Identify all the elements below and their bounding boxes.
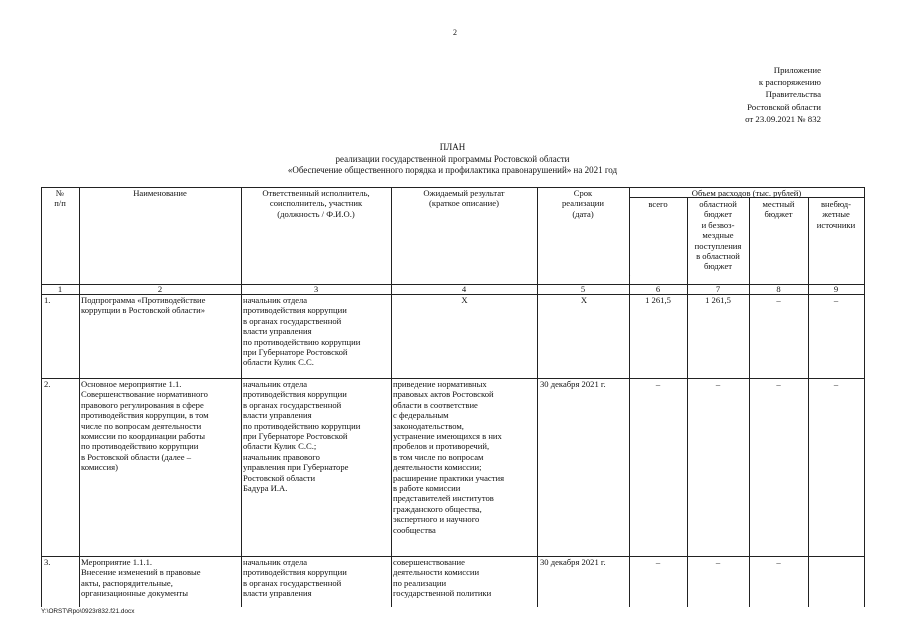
row-responsible-line: Ростовской области [243,472,316,483]
column-border [629,187,630,607]
row-result-line: деятельности комиссии; [393,462,482,473]
row-responsible-line: в органах государственной [243,315,342,326]
row-number [44,295,78,305]
row-number [44,379,78,389]
column-border [864,187,865,607]
row-total [629,295,687,305]
header-term-line: Срок [573,188,593,198]
row-total [629,557,687,567]
header-local [749,199,808,220]
row-responsible [243,379,390,493]
column-number: 6 [655,284,661,294]
row-number [44,557,78,567]
row-term-line: Х [580,295,588,305]
row-result-line: Х [461,295,468,305]
header-result-line: Ожидаемый результат [423,188,505,198]
row-name-line: комиссии по координации работы [81,431,205,442]
column-border [241,187,242,607]
header-responsible-line: (должность / Ф.И.О.) [277,208,355,219]
row-result-line: с федеральным [393,410,449,421]
row-result-line: правовых актов Ростовской [393,389,494,400]
row-total-line: – [655,379,661,389]
appendix-line: Ростовской области [747,101,821,112]
column-border [79,187,80,607]
row-responsible-line: управления при Губернаторе [243,462,349,473]
row-number-line: 2. [44,379,51,389]
row-number-line: 3. [44,557,51,567]
row-responsible-line: области Кулик С.С.; [243,441,317,452]
column-number: 1 [57,284,63,294]
header-term-line: реализации [562,198,604,209]
column-number: 4 [461,284,467,294]
row-result-line: законодательством, [393,420,464,431]
row-responsible-line: по противодействию коррупции [243,420,361,431]
row-name [81,379,240,473]
header-extra-line: внебюд- [820,199,852,209]
column-number: 7 [715,284,721,294]
row-responsible-line: противодействия коррупции [243,567,347,578]
row-local [749,379,808,389]
row-total-line: 1 261,5 [645,295,671,305]
column-number: 3 [313,284,319,294]
header-extra [808,199,864,230]
row-responsible-line: власти управления [243,410,312,421]
row-result-line: совершенствование [393,557,465,567]
row-regional [687,557,749,567]
row-result-line: государственной политики [393,588,492,599]
appendix-line: к распоряжению [758,77,821,88]
row-result-line: сообщества [393,524,436,535]
row-local [749,557,808,567]
header-regional-line: мездные [702,230,734,241]
row-name-line: организационные документы [81,588,189,599]
row-responsible-line: начальник отдела [243,295,308,305]
row-term [540,557,628,567]
row-name-line: противодействия коррупции, в том [81,410,209,421]
row-result [393,295,536,305]
row-term-line: 30 декабря 2021 г. [540,557,606,567]
row-result-line: области в соответствие [393,399,478,410]
header-regional [687,199,749,272]
row-responsible-line: противодействия коррупции [243,389,347,400]
column-border [537,187,538,607]
appendix-line: Приложение [773,65,821,75]
row-result-line: устранение имеющихся в них [393,431,502,442]
row-extra-line: – [833,379,839,389]
row-responsible-line: начальник отдела [243,557,308,567]
header-num [41,188,79,209]
header-responsible-line: Ответственный исполнитель, [262,188,370,198]
header-num-line: № [55,188,65,198]
row-name-line: правового регулирования в сфере [81,399,204,410]
header-regional-line: областной [699,199,737,209]
row-result-line: экспертного и научного [393,514,480,525]
row-name-line: Внесение изменений в правовые [81,567,201,578]
row-regional-line: – [715,379,721,389]
scan-mark: . [629,272,631,278]
header-num-line: п/п [54,198,66,209]
header-regional-line: бюджет [703,209,733,220]
header-result [391,188,537,209]
header-extra-line: жетные [822,209,850,220]
header-total [629,199,687,209]
header-local-line: местный [762,199,795,209]
row-total-line: – [655,557,661,567]
page-number: 2 [453,28,457,37]
appendix-block [661,64,821,125]
row-responsible-line: власти управления [243,588,312,599]
header-local-line: бюджет [764,209,793,220]
row-regional-line: 1 261,5 [705,295,731,305]
row-responsible-line: противодействия коррупции [243,305,347,316]
row-regional-line: – [715,557,721,567]
header-total-line: всего [648,199,668,209]
row-result-line: приведение нормативных [393,379,487,389]
header-term-line: (дата) [572,208,594,219]
row-responsible-line: начальник отдела [243,379,308,389]
row-result-line: представителей институтов [393,493,494,504]
row-responsible-line: области Кулик С.С. [243,357,314,368]
row-name-line: Совершенствование нормативного [81,389,208,400]
row-regional [687,295,749,305]
row-responsible-line: при Губернаторе Ростовской [243,347,348,358]
row-responsible-line: власти управления [243,326,312,337]
row-name-line: по противодействию коррупции [81,441,199,452]
row-extra-line: – [833,295,839,305]
appendix-line: Правительства [765,89,821,100]
column-border [391,187,392,607]
header-result-line: (краткое описание) [429,198,499,209]
header-regional-line: и безвоз- [701,219,735,230]
header-expenses-group: Объем расходов (тыс. рублей) [691,188,802,198]
row-responsible [243,557,390,599]
row-result-line: деятельности комиссии [393,567,480,578]
row-name [81,557,240,599]
row-name-line: Мероприятие 1.1.1. [81,557,153,567]
document-title [0,142,905,177]
appendix-line: от 23.09.2021 № 832 [745,113,821,124]
row-result-line: в работе комиссии [393,483,461,494]
row-result-line: гражданского общества, [393,503,482,514]
row-term-line: 30 декабря 2021 г. [540,379,606,389]
row-result [393,557,536,599]
row-result-line: по реализации [393,577,447,588]
row-number-line: 1. [44,295,51,305]
column-border [808,197,809,607]
row-responsible [243,295,390,368]
column-number: 9 [833,284,839,294]
row-name-line: комиссия) [81,462,118,473]
row-extra [808,379,864,389]
title-line: ПЛАН [439,142,466,152]
header-responsible [241,188,391,219]
row-total [629,379,687,389]
row-name-line: акты, распорядительные, [81,577,173,588]
column-border [749,197,750,607]
header-regional-line: поступления [694,240,742,251]
row-result-line: расширение практики участия [393,472,505,483]
row-extra [808,295,864,305]
title-line: реализации государственной программы Ростовской области [335,153,570,164]
row-responsible-line: по противодействию коррупции [243,336,361,347]
row-local-line: – [776,379,781,389]
row-name-line: числе по вопросам деятельности [81,420,202,431]
row-term [540,295,628,305]
header-extra-line: источники [816,219,856,230]
row-name [81,295,240,316]
row-responsible-line: начальник правового [243,451,320,462]
column-number: 2 [157,284,163,294]
row-responsible-line: при Губернаторе Ростовской [243,431,348,442]
column-number: 8 [776,284,781,294]
column-border [41,187,42,607]
title-line: «Обеспечение общественного порядка и профилактика правонарушений» на 2021 год [287,165,618,175]
footer-file-path: Y:\ORST\Rpo\0923r832.f21.docx [41,608,135,615]
header-term [537,188,629,219]
row-result-line: пробелов и противоречий, [393,441,490,452]
row-name-line: Подпрограмма «Противодействие [81,295,206,305]
row-local-line: – [776,295,781,305]
row-name-line: в Ростовской области (далее – [81,451,192,462]
row-responsible-line: Бадура И.А. [243,483,288,494]
row-name-line: коррупции в Ростовской области» [81,305,206,316]
column-number: 5 [580,284,586,294]
row-responsible-line: в органах государственной [243,399,342,410]
header-regional-line: в областной [696,251,740,262]
row-responsible-line: в органах государственной [243,577,342,588]
row-result [393,379,536,535]
header-regional-line: бюджет [703,261,733,272]
row-name-line: Основное мероприятие 1.1. [81,379,182,389]
row-result-line: в том числе по вопросам [393,451,484,462]
row-regional [687,379,749,389]
row-local [749,295,808,305]
header-responsible-line: соисполнитель, участник [269,198,363,209]
header-name-line: Наименование [133,188,187,198]
header-name [79,188,241,198]
row-term [540,379,628,389]
row-local-line: – [776,557,781,567]
